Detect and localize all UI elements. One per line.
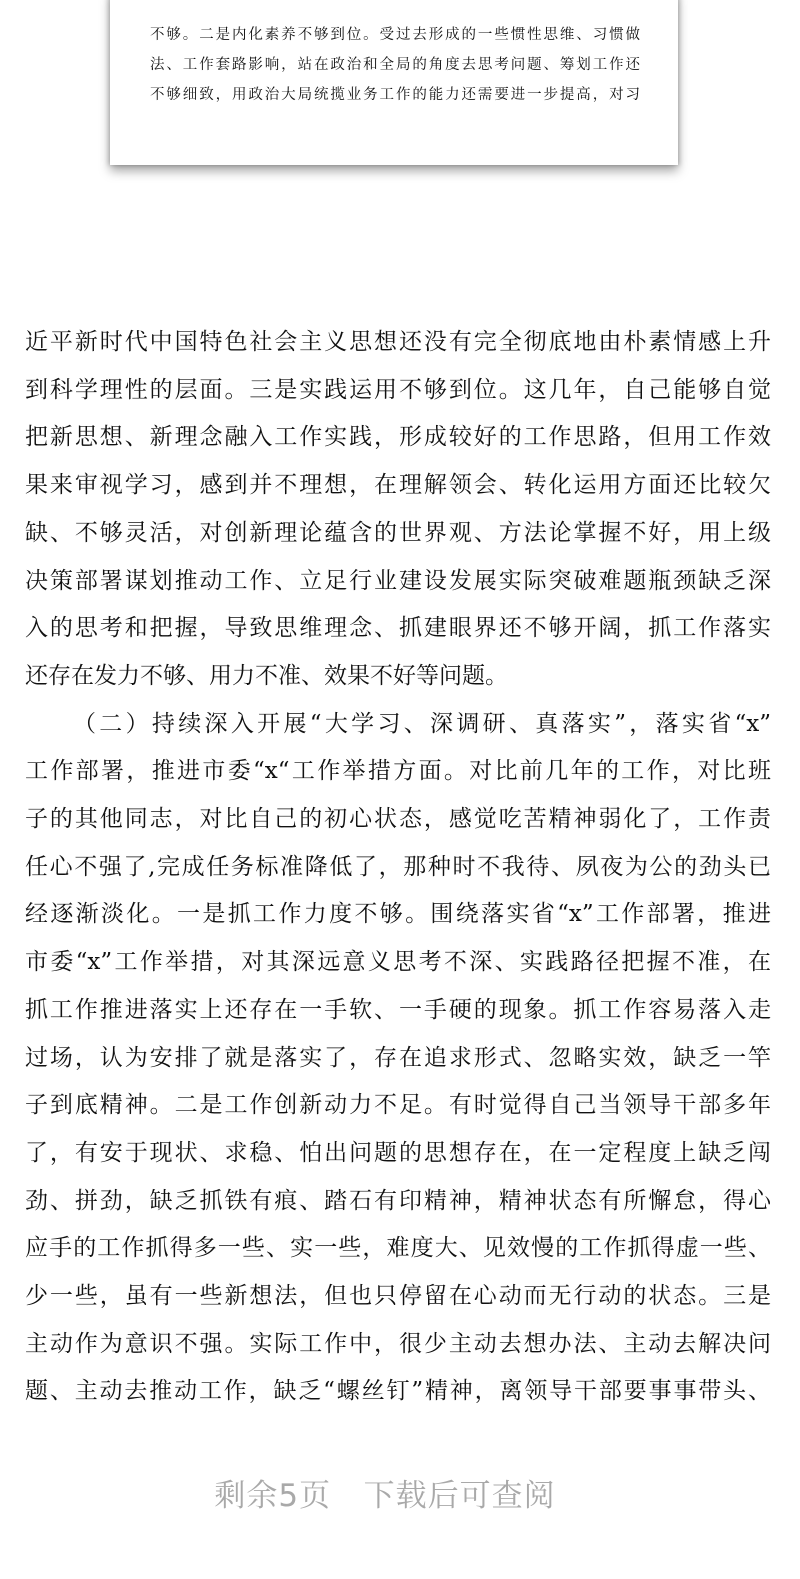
body-text-line: 子的其他同志，对比自己的初心状态，感觉吃苦精神弱化了，工作责: [25, 806, 771, 832]
body-text-line: （二）持续深入开展“大学习、深调研、真落实”，落实省“x”: [73, 710, 771, 737]
download-to-view-label: 下载后可查阅: [363, 1478, 556, 1514]
body-text-line: 近平新时代中国特色社会主义思想还没有完全彻底地由朴素情感上升: [25, 329, 771, 355]
body-text-line: 少一些，虽有一些新想法，但也只停留在心动而无行动的状态。三是: [25, 1283, 771, 1309]
remaining-pages-label: 剩余5页: [214, 1478, 332, 1514]
body-text-line: 过场，认为安排了就是落实了，存在追求形式、忽略实效，缺乏一竿: [25, 1044, 771, 1071]
body-text-line: 主动作为意识不强。实际工作中，很少主动去想办法、主动去解决问: [25, 1330, 771, 1357]
card-text-line: 不够。二是内化素养不够到位。受过去形成的一些惯性思维、习惯做: [150, 27, 640, 43]
body-text-line: 劲、拼劲，缺乏抓铁有痕、踏石有印精神，精神状态有所懈怠，得心: [25, 1187, 771, 1214]
body-text-line: 到科学理性的层面。三是实践运用不够到位。这几年，自己能够自觉: [25, 376, 771, 403]
download-prompt[interactable]: [0, 1470, 770, 1515]
body-text-line: 了，有安于现状、求稳、怕出问题的思想存在，在一定程度上缺乏闯: [25, 1139, 771, 1166]
body-text-line: 子到底精神。二是工作创新动力不足。有时觉得自己当领导干部多年: [25, 1092, 771, 1119]
body-text-line: 经逐渐淡化。一是抓工作力度不够。围绕落实省“x”工作部署，推进: [25, 901, 771, 928]
body-text-line: 应手的工作抓得多一些、实一些，难度大、见效慢的工作抓得虚一些、: [25, 1235, 771, 1262]
body-text-line: 还存在发力不够、用力不准、效果不好等问题。: [25, 662, 508, 689]
card-text-line: 法、工作套路影响，站在政治和全局的角度去思考问题、筹划工作还: [150, 57, 640, 73]
body-text-line: 缺、不够灵活，对创新理论蕴含的世界观、方法论掌握不好，用上级: [25, 519, 771, 546]
body-text-line: 题、主动去推动工作，缺乏“螺丝钉”精神，离领导干部要事事带头、: [25, 1378, 771, 1405]
previous-page-card: [110, 0, 678, 165]
body-text-line: 把新思想、新理念融入工作实践，形成较好的工作思路，但用工作效: [25, 424, 771, 451]
body-text-line: 市委“x”工作举措，对其深远意义思考不深、实践路径把握不准，在: [25, 949, 771, 976]
body-text-line: 抓工作推进落实上还存在一手软、一手硬的现象。抓工作容易落入走: [25, 996, 771, 1023]
body-text-line: 工作部署，推进市委“x“工作举措方面。对比前几年的工作，对比班: [25, 758, 771, 785]
body-text-line: 果来审视学习，感到并不理想，在理解领会、转化运用方面还比较欠: [25, 472, 771, 499]
body-text-line: 任心不强了,完成任务标准降低了，那种时不我待、夙夜为公的劲头已: [25, 853, 771, 880]
card-text-line: 不够细致，用政治大局统揽业务工作的能力还需要进一步提高，对习: [150, 87, 640, 103]
body-text-line: 决策部署谋划推动工作、立足行业建设发展实际突破难题瓶颈缺乏深: [25, 567, 771, 594]
body-text-line: 入的思考和把握，导致思维理念、抓建眼界还不够开阔，抓工作落实: [25, 615, 771, 642]
